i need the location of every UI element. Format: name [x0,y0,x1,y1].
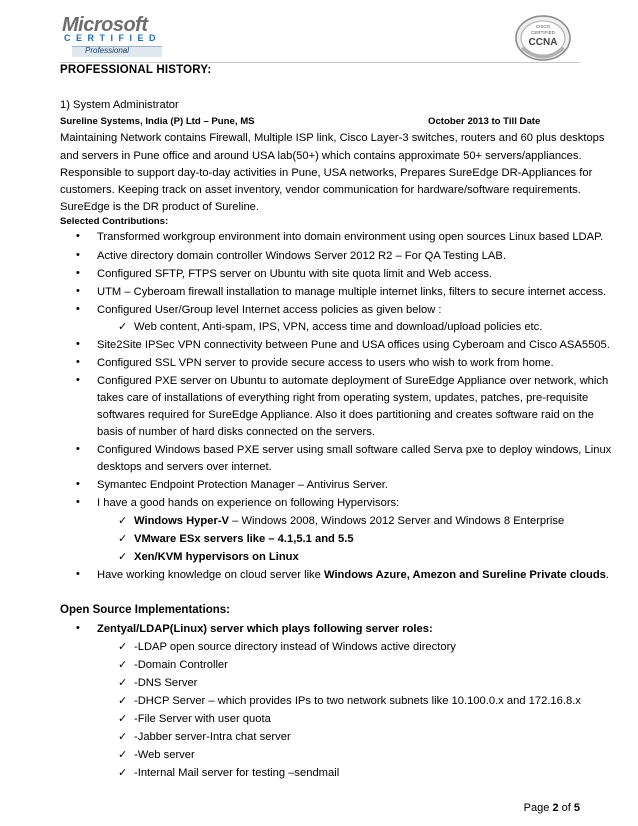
server-role: -Jabber server-Intra chat server [134,731,291,743]
check-icon: ✓ [118,677,128,689]
bullet-icon: • [76,496,80,508]
job-dates: October 2013 to Till Date [428,116,541,127]
cloud-post: . [605,569,610,581]
check-icon: ✓ [118,321,128,333]
hypervisor-item [134,514,564,528]
bullet-icon: • [76,374,80,386]
check-icon: ✓ [118,533,128,545]
sub-item: Web content, Anti-spam, IPS, VPN, access time and download/upload policies etc. [134,321,543,333]
contribution-item: Site2Site IPSec VPN connectivity between Pune and USA offices using Cyberoam and Cisco ASA5505. [97,339,610,351]
desc-line: Responsible to support day-to-day activities in Pune, USA networks, Prepares SureEdge DR-Appliances for [60,167,593,179]
contribution-item: Configured User/Group level Internet access policies as given below : [97,304,442,316]
desc-line: SureEdge is the DR product of Sureline. [60,201,259,213]
desc-line: and servers in Pune office and around USA lab(50+) which contains approximate 50+ servers/appliances. [60,150,582,162]
hypervisor-item: VMware ESx servers like – 4.1,5.1 and 5.5 [134,533,354,545]
contribution-item: UTM – Cyberoam firewall installation to manage multiple internet links, filters to secure internet access. [97,286,607,298]
cisco-logo-ccna: CCNA [528,37,558,48]
contribution-item: I have a good hands on experience on following Hypervisors: [97,497,400,509]
ms-logo-word: Microsoft [62,14,148,36]
server-role: -DHCP Server – which provides IPs to two network subnets like 10.100.0.x and 172.16.8.x [134,695,581,707]
bullet-icon: • [76,338,80,350]
contribution-continuation: desktops and servers over internet. [97,461,272,473]
contribution-item [97,568,609,582]
desc-line: customers. Keeping track on asset inventory, vendor communication for hardware/software requirements. [60,184,581,196]
bullet-icon: • [76,478,80,490]
check-icon: ✓ [118,749,128,761]
server-role: -LDAP open source directory instead of Windows active directory [134,641,456,653]
job-company: Sureline Systems, India (P) Ltd – Pune, MS [60,116,255,127]
zentyal-item: Zentyal/LDAP(Linux) server which plays following server roles: [97,623,433,635]
check-icon: ✓ [118,515,128,527]
of-word: of [561,802,571,814]
bullet-icon: • [76,622,80,634]
job-heading: 1) System Administrator [60,99,179,111]
server-role: -File Server with user quota [134,713,271,725]
cloud-names: Windows Azure, Amezon and Sureline Private clouds [323,569,606,581]
check-icon: ✓ [118,695,128,707]
hypervisor-item: Xen/KVM hypervisors on Linux [134,551,299,563]
bullet-icon: • [76,356,80,368]
contribution-continuation: softwares required for SureEdge Appliance. Also it does partitioning and creates software raid on the [97,409,594,421]
contribution-continuation: basis of number of hard disks connected on the servers. [97,426,375,438]
contribution-item: Symantec Endpoint Protection Manager – Antivirus Server. [97,479,389,491]
page-number [524,802,580,814]
current-page: 2 [552,802,559,814]
contribution-continuation: takes care of installations of everything right from operating system, updates, patches, pre-requisite [97,392,589,404]
desc-line: Maintaining Network contains Firewall, Multiple ISP link, Cisco Layer-3 switches, routers and 60 plus desktops [60,132,605,144]
server-role: -Internal Mail server for testing –sendmail [134,767,340,779]
bullet-icon: • [76,568,80,580]
server-role: -Domain Controller [134,659,228,671]
contribution-item: Configured Windows based PXE server using small software called Serva pxe to deploy windows, Linux [97,444,612,456]
server-role: -DNS Server [134,677,198,689]
contribution-item: Transformed workgroup environment into domain environment using open sources Linux based LDAP. [97,231,604,243]
check-icon: ✓ [118,731,128,743]
contribution-item: Configured SFTP, FTPS server on Ubuntu with site quota limit and Web access. [97,268,493,280]
total-pages: 5 [573,802,580,814]
cloud-pre: Have working knowledge on cloud server like [97,569,324,581]
hyperv-name: Windows Hyper-V [134,515,230,527]
cisco-logo-top: CISCO [535,24,551,29]
bullet-icon: • [76,303,80,315]
oss-title: Open Source Implementations: [60,604,230,616]
hyperv-detail: – Windows 2008, Windows 2012 Server and Windows 8 Enterprise [229,515,565,527]
page-word: Page [523,802,550,814]
bullet-icon: • [76,267,80,279]
server-role: -Web server [134,749,195,761]
bullet-icon: • [76,285,80,297]
bullet-icon: • [76,249,80,261]
cisco-logo-mid: CERTIFIED [531,30,555,35]
ms-logo-certified: CERTIFIED [64,33,162,43]
check-icon: ✓ [118,713,128,725]
microsoft-certified-logo [62,14,167,58]
check-icon: ✓ [118,767,128,779]
contribution-item: Configured PXE server on Ubuntu to automate deployment of SureEdge Appliance over network, which [97,375,609,387]
cisco-ccna-logo [514,14,572,62]
bullet-icon: • [76,443,80,455]
check-icon: ✓ [118,641,128,653]
contribution-item: Configured SSL VPN server to provide secure access to users who wish to work from home. [97,357,554,369]
bullet-icon: • [76,230,80,242]
header-divider [60,62,580,63]
ms-logo-professional: Professional [85,46,130,55]
contribution-item: Active directory domain controller Windows Server 2012 R2 – For QA Testing LAB. [97,250,506,262]
contributions-title: Selected Contributions: [60,216,169,227]
check-icon: ✓ [118,551,128,563]
check-icon: ✓ [118,659,128,671]
section-title: PROFESSIONAL HISTORY: [60,64,212,76]
